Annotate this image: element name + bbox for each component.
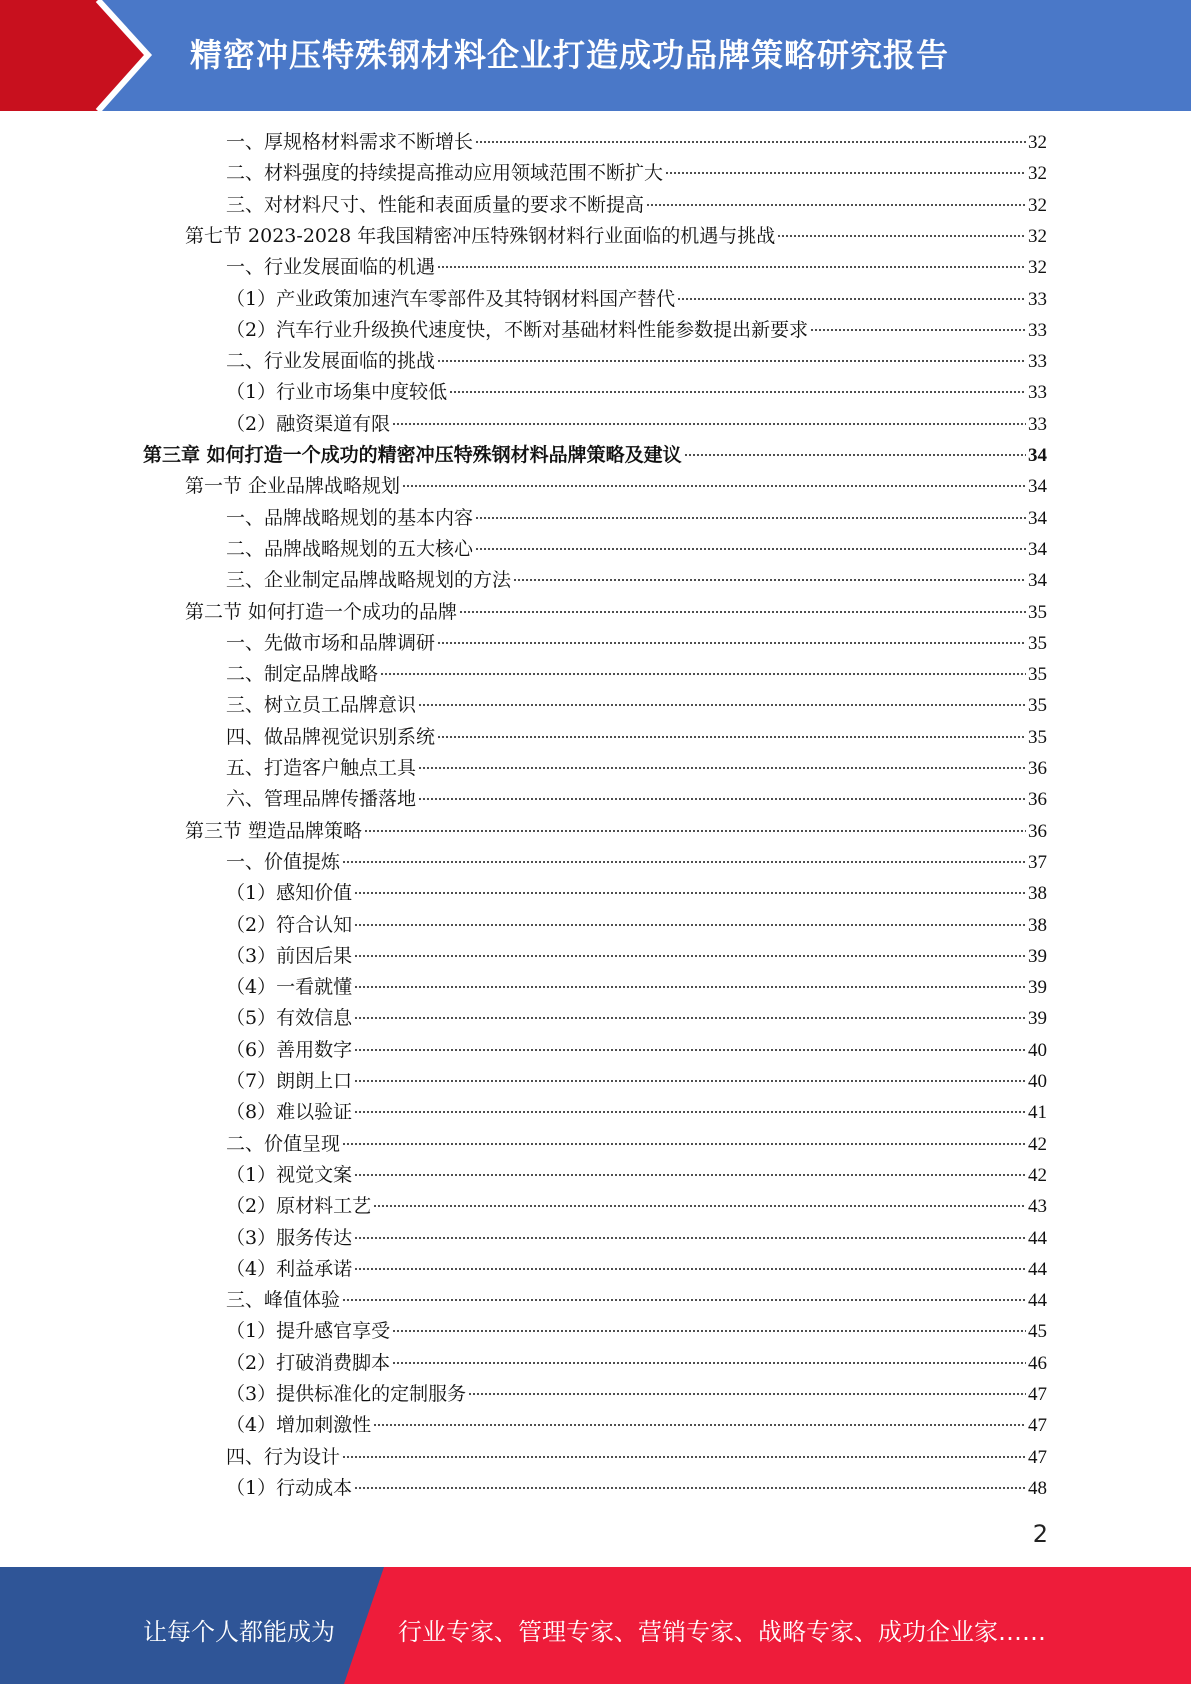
toc-entry-label: 二、制定品牌战略 bbox=[226, 663, 379, 686]
toc-entry-page: 32 bbox=[1028, 163, 1047, 185]
toc-entry[interactable] bbox=[226, 1379, 1047, 1410]
toc-entry[interactable] bbox=[226, 1160, 1047, 1191]
toc-entry[interactable] bbox=[226, 1066, 1047, 1097]
toc-entry[interactable] bbox=[226, 1348, 1047, 1379]
toc-entry-page: 35 bbox=[1028, 695, 1047, 717]
toc-entry-label: 一、价值提炼 bbox=[226, 850, 341, 873]
toc-entry-label: （3）提供标准化的定制服务 bbox=[226, 1383, 467, 1405]
toc-dot-leader bbox=[392, 423, 1026, 425]
toc-entry[interactable] bbox=[185, 221, 1047, 252]
toc-entry-page: 39 bbox=[1028, 977, 1047, 999]
toc-entry-page: 41 bbox=[1028, 1102, 1047, 1124]
toc-entry[interactable] bbox=[226, 1003, 1047, 1034]
toc-entry-label: （5）有效信息 bbox=[226, 1007, 353, 1030]
toc-entry-page: 34 bbox=[1028, 538, 1047, 560]
toc-entry[interactable] bbox=[226, 753, 1047, 784]
toc-entry[interactable] bbox=[226, 377, 1047, 408]
toc-entry[interactable] bbox=[226, 1191, 1047, 1222]
toc-entry-label: （2）融资渠道有限 bbox=[226, 412, 391, 435]
toc-entry-label: 三、树立员工品牌意识 bbox=[226, 694, 417, 717]
toc-entry-page: 32 bbox=[1028, 132, 1047, 153]
toc-dot-leader bbox=[684, 454, 1026, 456]
toc-entry[interactable] bbox=[226, 690, 1047, 721]
toc-dot-leader bbox=[354, 955, 1026, 957]
toc-entry-page: 33 bbox=[1028, 351, 1047, 373]
page-header bbox=[0, 0, 1191, 111]
toc-entry-page: 37 bbox=[1028, 851, 1047, 873]
toc-entry-page: 44 bbox=[1028, 1227, 1047, 1249]
toc-dot-leader bbox=[437, 360, 1026, 362]
toc-dot-leader bbox=[418, 767, 1026, 769]
toc-entry-page: 34 bbox=[1028, 476, 1047, 498]
toc-entry-page: 34 bbox=[1028, 507, 1047, 529]
toc-entry-page: 40 bbox=[1028, 1071, 1047, 1092]
toc-dot-leader bbox=[646, 204, 1026, 206]
toc-entry[interactable] bbox=[226, 346, 1047, 377]
toc-dot-leader bbox=[380, 673, 1026, 675]
toc-entry[interactable] bbox=[185, 597, 1047, 628]
toc-entry-label: （1）行动成本 bbox=[226, 1476, 353, 1499]
toc-entry-label: （4）利益承诺 bbox=[226, 1257, 353, 1280]
toc-dot-leader bbox=[364, 830, 1026, 832]
toc-entry[interactable] bbox=[226, 534, 1047, 565]
toc-entry-label: 第七节 2023-2028 年我国精密冲压特殊钢材料行业面临的机遇与挑战 bbox=[185, 224, 776, 247]
toc-entry-page: 35 bbox=[1028, 664, 1047, 686]
toc-entry-label: （8）难以验证 bbox=[226, 1101, 353, 1124]
toc-entry-label: （2）汽车行业升级换代速度快，不断对基础材料性能参数提出新要求 bbox=[226, 318, 809, 341]
toc-entry[interactable] bbox=[143, 440, 1047, 471]
toc-entry-label: （7）朗朗上口 bbox=[226, 1070, 353, 1092]
toc-entry-label: （2）符合认知 bbox=[226, 913, 353, 936]
toc-dot-leader bbox=[354, 986, 1026, 988]
toc-entry-page: 32 bbox=[1028, 225, 1047, 247]
page-footer bbox=[0, 1567, 1191, 1684]
toc-entry-page: 38 bbox=[1028, 883, 1047, 905]
toc-entry-page: 36 bbox=[1028, 789, 1047, 811]
toc-entry-label: 四、做品牌视觉识别系统 bbox=[226, 725, 436, 748]
toc-entry[interactable] bbox=[226, 315, 1047, 346]
toc-entry-page: 39 bbox=[1028, 1008, 1047, 1030]
toc-entry-page: 34 bbox=[1028, 570, 1047, 592]
toc-dot-leader bbox=[342, 1299, 1026, 1301]
toc-entry[interactable] bbox=[226, 910, 1047, 941]
toc-entry-page: 33 bbox=[1028, 319, 1047, 341]
document-title: 精密冲压特殊钢材料企业打造成功品牌策略研究报告 bbox=[190, 36, 950, 74]
toc-entry-label: 三、对材料尺寸、性能和表面质量的要求不断提高 bbox=[226, 193, 645, 216]
toc-entry-label: （3）前因后果 bbox=[226, 944, 353, 967]
toc-entry-label: （1）产业政策加速汽车零部件及其特钢材料国产替代 bbox=[226, 287, 676, 310]
toc-dot-leader bbox=[810, 329, 1026, 331]
toc-entry-page: 32 bbox=[1028, 194, 1047, 216]
toc-entry-label: 一、先做市场和品牌调研 bbox=[226, 631, 436, 654]
toc-dot-leader bbox=[437, 736, 1026, 738]
toc-dot-leader bbox=[354, 1268, 1026, 1270]
toc-entry-page: 46 bbox=[1028, 1352, 1047, 1374]
toc-entry-page: 35 bbox=[1028, 601, 1047, 623]
toc-entry-label: （2）打破消费脚本 bbox=[226, 1351, 391, 1374]
footer-slogan-right: 行业专家、管理专家、营销专家、战略专家、成功企业家…… bbox=[398, 1618, 1046, 1646]
toc-dot-leader bbox=[677, 298, 1026, 300]
toc-dot-leader bbox=[777, 235, 1026, 237]
toc-entry-label: 五、打造客户触点工具 bbox=[226, 757, 417, 779]
toc-entry[interactable] bbox=[226, 1285, 1047, 1316]
toc-dot-leader bbox=[468, 1393, 1026, 1395]
toc-entry-page: 44 bbox=[1028, 1290, 1047, 1312]
toc-dot-leader bbox=[354, 1017, 1026, 1019]
toc-dot-leader bbox=[437, 266, 1026, 268]
toc-entry-page: 32 bbox=[1028, 257, 1047, 279]
toc-entry[interactable] bbox=[226, 659, 1047, 690]
toc-entry[interactable] bbox=[226, 1097, 1047, 1128]
toc-dot-leader bbox=[475, 517, 1026, 519]
toc-dot-leader bbox=[373, 1424, 1026, 1426]
toc-entry[interactable] bbox=[226, 722, 1047, 753]
toc-dot-leader bbox=[354, 1080, 1026, 1082]
toc-entry[interactable] bbox=[226, 972, 1047, 1003]
toc-entry-page: 35 bbox=[1028, 726, 1047, 748]
toc-entry[interactable] bbox=[226, 565, 1047, 596]
toc-entry-page: 36 bbox=[1028, 820, 1047, 842]
toc-dot-leader bbox=[392, 1362, 1026, 1364]
toc-entry[interactable] bbox=[226, 628, 1047, 659]
toc-dot-leader bbox=[449, 391, 1026, 393]
toc-entry-label: 第二节 如何打造一个成功的品牌 bbox=[185, 600, 458, 623]
toc-dot-leader bbox=[418, 704, 1026, 706]
toc-entry[interactable] bbox=[226, 127, 1047, 158]
toc-dot-leader bbox=[342, 1456, 1026, 1458]
toc-entry-page: 48 bbox=[1028, 1477, 1047, 1499]
toc-dot-leader bbox=[354, 1237, 1026, 1239]
toc-entry-page: 35 bbox=[1028, 632, 1047, 654]
toc-entry-label: （4）一看就懂 bbox=[226, 976, 353, 999]
toc-dot-leader bbox=[418, 798, 1026, 800]
toc-entry-page: 40 bbox=[1028, 1039, 1047, 1061]
toc-entry-page: 33 bbox=[1028, 288, 1047, 310]
toc-dot-leader bbox=[665, 172, 1026, 174]
toc-entry-page: 34 bbox=[1028, 445, 1047, 466]
toc-entry-label: （2）原材料工艺 bbox=[226, 1195, 372, 1218]
toc-dot-leader bbox=[354, 892, 1026, 894]
toc-entry-label: （3）服务传达 bbox=[226, 1226, 353, 1249]
toc-entry[interactable] bbox=[226, 1129, 1047, 1160]
toc-entry[interactable] bbox=[226, 1473, 1047, 1504]
toc-entry[interactable] bbox=[226, 1254, 1047, 1285]
toc-dot-leader bbox=[373, 1205, 1026, 1207]
toc-entry-label: 第三节 塑造品牌策略 bbox=[185, 819, 363, 842]
toc-entry[interactable] bbox=[226, 409, 1047, 440]
toc-entry-label: 六、管理品牌传播落地 bbox=[226, 788, 417, 811]
toc-entry-label: 二、价值呈现 bbox=[226, 1132, 341, 1155]
toc-entry[interactable] bbox=[185, 816, 1047, 847]
toc-entry[interactable] bbox=[226, 1035, 1047, 1066]
toc-entry-label: 第三章 如何打造一个成功的精密冲压特殊钢材料品牌策略及建议 bbox=[143, 444, 682, 466]
toc-entry-page: 47 bbox=[1028, 1384, 1047, 1405]
toc-entry-page: 38 bbox=[1028, 914, 1047, 936]
toc-entry-label: （1）感知价值 bbox=[226, 882, 353, 905]
toc-dot-leader bbox=[342, 861, 1026, 863]
toc-entry-page: 43 bbox=[1028, 1196, 1047, 1218]
toc-entry-page: 33 bbox=[1028, 413, 1047, 435]
toc-entry[interactable] bbox=[226, 158, 1047, 189]
toc-entry[interactable] bbox=[226, 847, 1047, 878]
toc-entry-page: 47 bbox=[1028, 1446, 1047, 1468]
toc-entry[interactable] bbox=[226, 784, 1047, 815]
toc-dot-leader bbox=[354, 924, 1026, 926]
toc-entry-label: （6）善用数字 bbox=[226, 1038, 353, 1061]
toc-entry-page: 42 bbox=[1028, 1133, 1047, 1155]
toc-entry-page: 45 bbox=[1028, 1321, 1047, 1343]
toc-entry-label: 一、品牌战略规划的基本内容 bbox=[226, 506, 474, 529]
toc-entry-page: 33 bbox=[1028, 382, 1047, 404]
toc-entry[interactable] bbox=[226, 190, 1047, 221]
page-number: 2 bbox=[1032, 1520, 1048, 1548]
toc-entry-label: 一、厚规格材料需求不断增长 bbox=[226, 131, 474, 153]
toc-dot-leader bbox=[459, 611, 1026, 613]
toc-dot-leader bbox=[437, 642, 1026, 644]
toc-entry[interactable] bbox=[226, 941, 1047, 972]
toc-entry[interactable] bbox=[226, 1410, 1047, 1441]
toc-entry-page: 39 bbox=[1028, 945, 1047, 967]
toc-entry-label: （1）视觉文案 bbox=[226, 1163, 353, 1186]
toc-dot-leader bbox=[392, 1330, 1026, 1332]
toc-entry-label: 第一节 企业品牌战略规划 bbox=[185, 475, 401, 498]
toc-entry-label: 三、峰值体验 bbox=[226, 1289, 341, 1312]
toc-entry-page: 47 bbox=[1028, 1415, 1047, 1437]
toc-entry-label: 四、行为设计 bbox=[226, 1445, 341, 1468]
toc-dot-leader bbox=[354, 1111, 1026, 1113]
toc-entry[interactable] bbox=[226, 1316, 1047, 1347]
toc-entry-label: 三、企业制定品牌战略规划的方法 bbox=[226, 569, 512, 592]
toc-dot-leader bbox=[402, 485, 1026, 487]
toc-entry-page: 42 bbox=[1028, 1164, 1047, 1186]
toc-entry-page: 44 bbox=[1028, 1258, 1047, 1280]
toc-entry-label: （1）行业市场集中度较低 bbox=[226, 381, 448, 404]
toc-entry-page: 36 bbox=[1028, 758, 1047, 779]
toc-dot-leader bbox=[475, 141, 1026, 143]
toc-dot-leader bbox=[342, 1143, 1026, 1145]
toc-entry-label: 二、品牌战略规划的五大核心 bbox=[226, 537, 474, 560]
toc-dot-leader bbox=[475, 548, 1026, 550]
toc-entry-label: （1）提升感官享受 bbox=[226, 1320, 391, 1343]
toc-dot-leader bbox=[354, 1174, 1026, 1176]
toc-entry-label: 一、行业发展面临的机遇 bbox=[226, 256, 436, 279]
toc-entry[interactable] bbox=[226, 284, 1047, 315]
toc-dot-leader bbox=[513, 579, 1026, 581]
toc-entry-label: 二、材料强度的持续提高推动应用领域范围不断扩大 bbox=[226, 162, 664, 185]
toc-dot-leader bbox=[354, 1049, 1026, 1051]
toc-entry-label: （4）增加刺激性 bbox=[226, 1414, 372, 1437]
toc-entry-label: 二、行业发展面临的挑战 bbox=[226, 350, 436, 373]
toc-entry[interactable] bbox=[226, 503, 1047, 534]
toc-entry[interactable] bbox=[226, 1223, 1047, 1254]
toc-entry[interactable] bbox=[185, 471, 1047, 502]
toc-entry[interactable] bbox=[226, 1442, 1047, 1473]
toc-entry[interactable] bbox=[226, 878, 1047, 909]
footer-slogan-left: 让每个人都能成为 bbox=[143, 1618, 335, 1646]
toc-dot-leader bbox=[354, 1487, 1026, 1489]
toc-entry[interactable] bbox=[226, 252, 1047, 283]
